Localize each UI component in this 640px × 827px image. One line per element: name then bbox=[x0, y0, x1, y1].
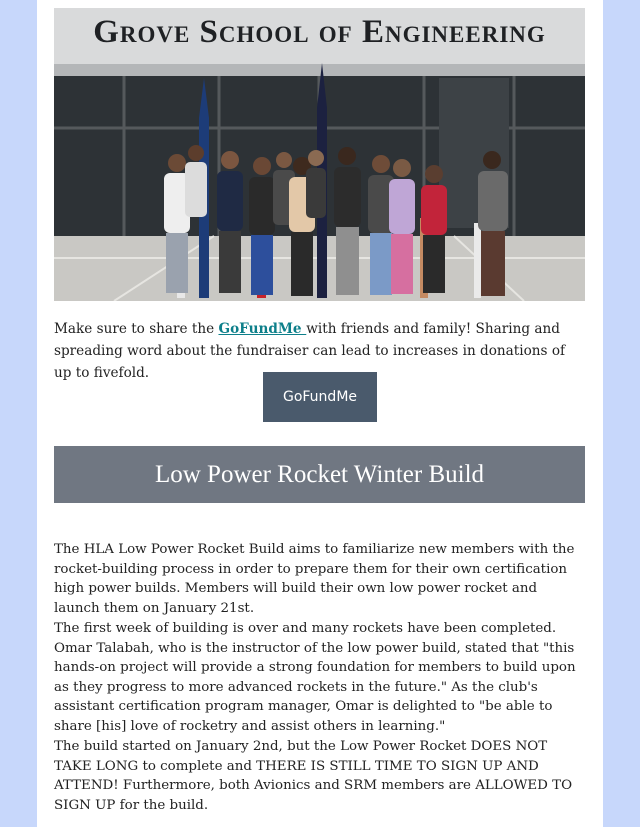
gofundme-button[interactable]: GoFundMe bbox=[263, 372, 377, 422]
paragraph-intro: The HLA Low Power Rocket Build aims to familiarize new members with the rocket-building process in order to prepare them for their own certification high power builds. Members will build their own low power rocket and launch them on January 21st. bbox=[54, 542, 575, 616]
paragraph-signup: The build started on January 2nd, but the Low Power Rocket DOES NOT TAKE LONG to complete and THERE IS STILL TIME TO SIGN UP AND ATTEND! Furthermore, both Avionics and SRM members are ALLOWED TO SIGN UP for the build. bbox=[54, 739, 573, 813]
section-title-banner: Low Power Rocket Winter Build bbox=[54, 446, 585, 503]
newsletter-page bbox=[37, 0, 603, 827]
gofundme-link[interactable]: GoFundMe bbox=[218, 321, 307, 337]
share-text-before: Make sure to share the bbox=[54, 321, 219, 337]
group-photo-illustration bbox=[54, 8, 585, 301]
paragraph-progress: The first week of building is over and many rockets have been completed. Omar Talabah, who is the instructor of the low power build, stated that "this hands-on project will provide a strong foundation for members to build upon as they progress to more advanced rockets in the future." As the club's assistant certification program manager, Omar is delighted to "be able to share [his] love of rocketry and assist others in learning." bbox=[54, 621, 576, 734]
share-text-after: with friends and family! Sharing and spreading word about the fundraiser can lead to increases in donations of up to fivefold. bbox=[54, 321, 566, 381]
group-photo bbox=[54, 8, 585, 301]
building-sign-text: Grove School of Engineering bbox=[93, 14, 546, 50]
